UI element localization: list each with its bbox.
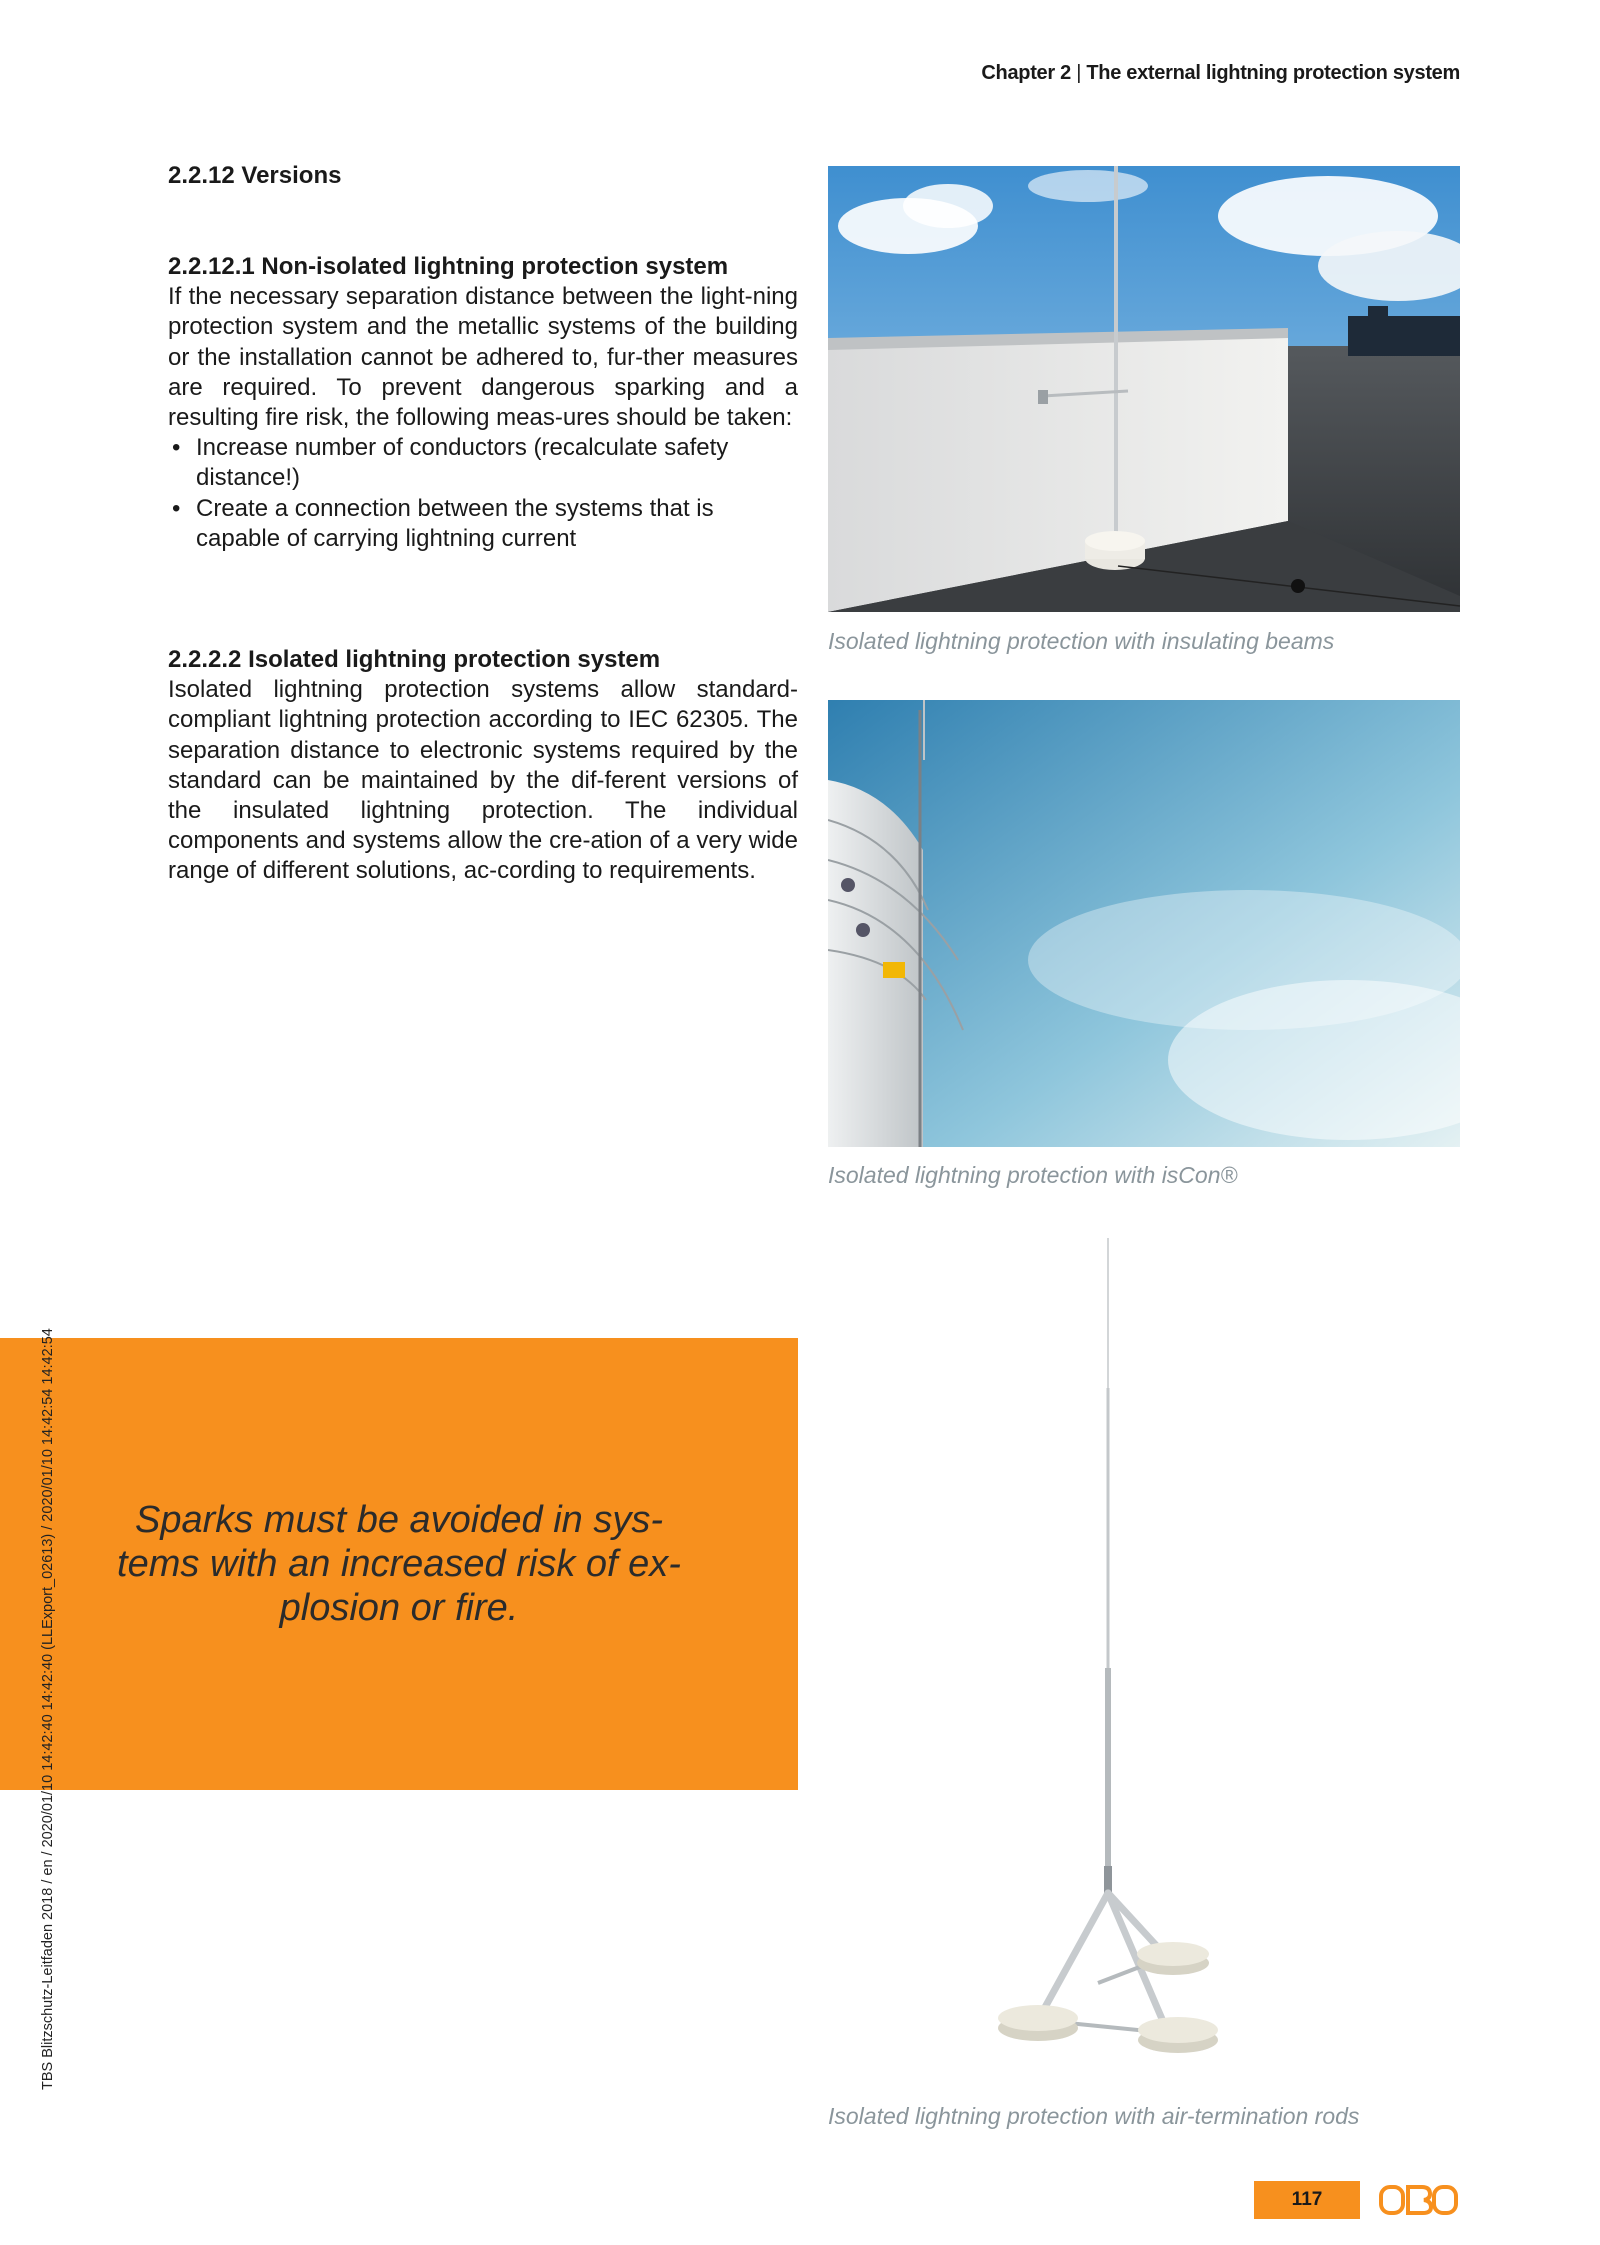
chapter-label: Chapter 2 [981, 62, 1071, 84]
list-item: • Create a connection between the systems that is capable of carrying lightning current [168, 494, 798, 554]
photo-air-termination-rods [828, 1238, 1460, 2068]
caption-photo1: Isolated lightning protection with insulating beams [828, 628, 1335, 654]
page-number: 117 [1254, 2181, 1360, 2219]
sidebar-export-info: TBS Blitzschutz-Leitfaden 2018 / en / 2020/01/10 14:42:40 14:42:40 (LLExport_02613) / 2020/01/10 14:42:54 14:42:54 [40, 1328, 56, 2090]
list-item: • Increase number of conductors (recalculate safety distance!) [168, 433, 798, 493]
photo-iscon [828, 700, 1460, 1147]
isolated-paragraph: Isolated lightning protection systems allow standard-compliant lightning protection according to IEC 62305. The separation distance to electronic systems required by the standard can be maintained by the dif-ferent versions of the insulated lightning protection. The individual components and systems allow the cre-ation of a very wide range of different solutions, ac-cording to requirements. [168, 676, 798, 885]
running-header [981, 62, 1460, 85]
obo-logo [1378, 2180, 1458, 2220]
section-heading: 2.2.12 Versions [168, 162, 342, 189]
callout-box [0, 1338, 798, 1790]
isolated-heading: 2.2.2.2 Isolated lightning protection system [168, 646, 661, 673]
header-separator: | [1076, 62, 1082, 84]
photo-insulating-beams [828, 166, 1460, 612]
caption-photo2: Isolated lightning protection with isCon® [828, 1162, 1238, 1188]
non-isolated-heading: 2.2.12.1 Non-isolated lightning protection system [168, 253, 729, 280]
non-isolated-section [168, 252, 798, 554]
measures-list [168, 433, 798, 554]
callout-text: Sparks must be avoided in sys-tems with an increased risk of ex-plosion or fire. [117, 1499, 681, 1629]
isolated-section [168, 645, 798, 887]
caption-photo3: Isolated lightning protection with air-termination rods [828, 2103, 1360, 2129]
non-isolated-paragraph: If the necessary separation distance between the light-ning protection system and the metallic systems of the building or the installation cannot be adhered to, fur-ther measures are required. To prevent dangerous sparking and a resulting fire risk, the following meas-ures should be taken: [168, 283, 798, 432]
chapter-title: The external lightning protection system [1086, 62, 1460, 84]
